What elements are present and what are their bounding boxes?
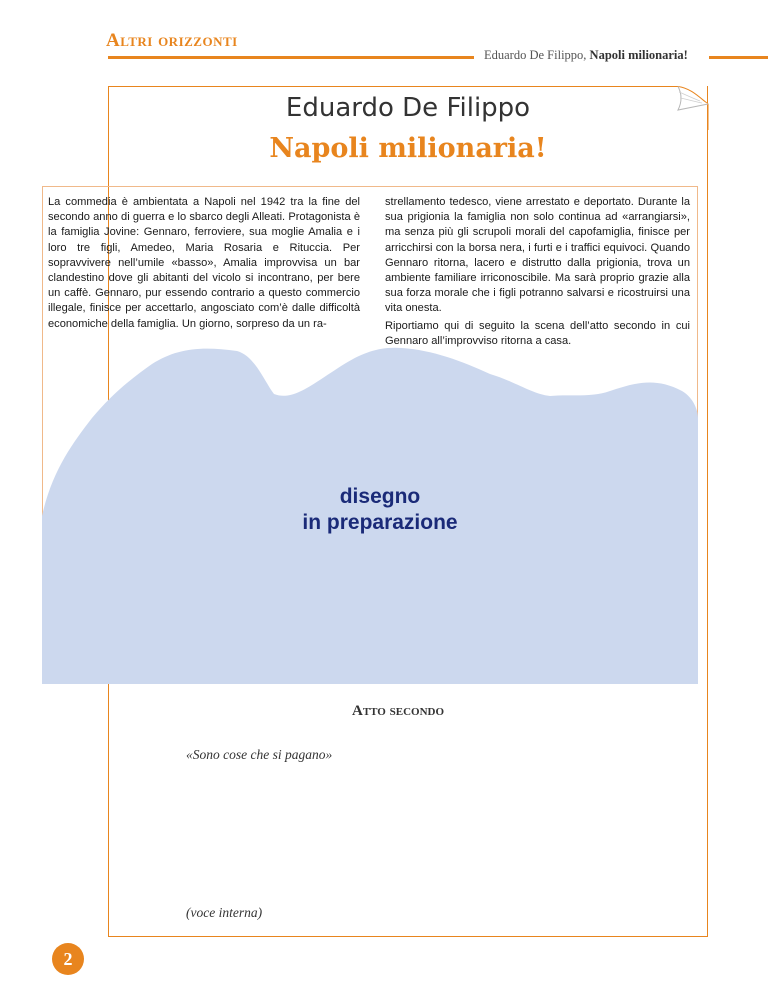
- work-author: Eduardo De Filippo: [285, 93, 531, 123]
- intro-paragraph: La commedia è ambientata a Napoli nel 1942 tra la fine del secondo anno di guerra e lo sbarco degli Alleati. Protagonista è la famiglia Jovine: Gennaro, ferroviere, sua moglie Amalia e i loro tre figli, Amedeo, Maria Rosaria e Rituccia. Per sopravvivere nell’umile «basso», Amalia improvvisa un bar clandestino dove gli abitanti del vicolo si incontrano, per bere un caffè. Gennaro, pur essendo contrario a questo commercio illegale, finisce per accettarlo, angosciato com’è dalle difficoltà economiche della famiglia. Un giorno, sorpreso da un ra-: [48, 196, 360, 330]
- running-head: [484, 48, 688, 63]
- intro-paragraph: strellamento tedesco, viene arrestato e deportato. Durante la sua prigionia la famiglia non solo continua ad «arrangiarsi», ma senza più gli scrupoli morali del capofamiglia, finisce per arricchirsi con la borsa nera, i furti e i traffici equivoci. Quando Gennaro ritorna, lacero e distrutto dalla prigionia, trova un ambiente familiare irriconoscibile. Ma sarà proprio grazie alla sua forza morale che i figli potranno salvarsi e ricostruirsi una vita onesta.: [385, 196, 690, 315]
- running-head-author: Eduardo De Filippo,: [484, 48, 587, 62]
- act-heading: Atto secondo: [352, 703, 445, 719]
- running-head-title: Napoli milionaria!: [589, 48, 688, 62]
- placeholder-line-2: in preparazione: [302, 511, 458, 534]
- page-number: 2: [52, 943, 84, 975]
- intro-column-left: [48, 195, 360, 332]
- placeholder-line-1: disegno: [339, 485, 421, 508]
- header-rule-left: [108, 56, 474, 59]
- illustration-placeholder-label: [240, 484, 520, 536]
- work-title: Napoli milionaria!: [269, 133, 547, 164]
- section-title: Altri orizzonti: [106, 30, 238, 51]
- intro-column-right: [385, 195, 690, 349]
- header-rule-right: [709, 56, 768, 59]
- intro-paragraph-scene-note: Riportiamo qui di seguito la scena dell’atto secondo in cui Gennaro all’improvviso ritorna a casa.: [385, 319, 690, 347]
- scene-subtitle: «Sono cose che si pagano»: [186, 747, 333, 762]
- page-frame-top: [108, 86, 678, 87]
- stage-direction: (voce interna): [186, 905, 263, 920]
